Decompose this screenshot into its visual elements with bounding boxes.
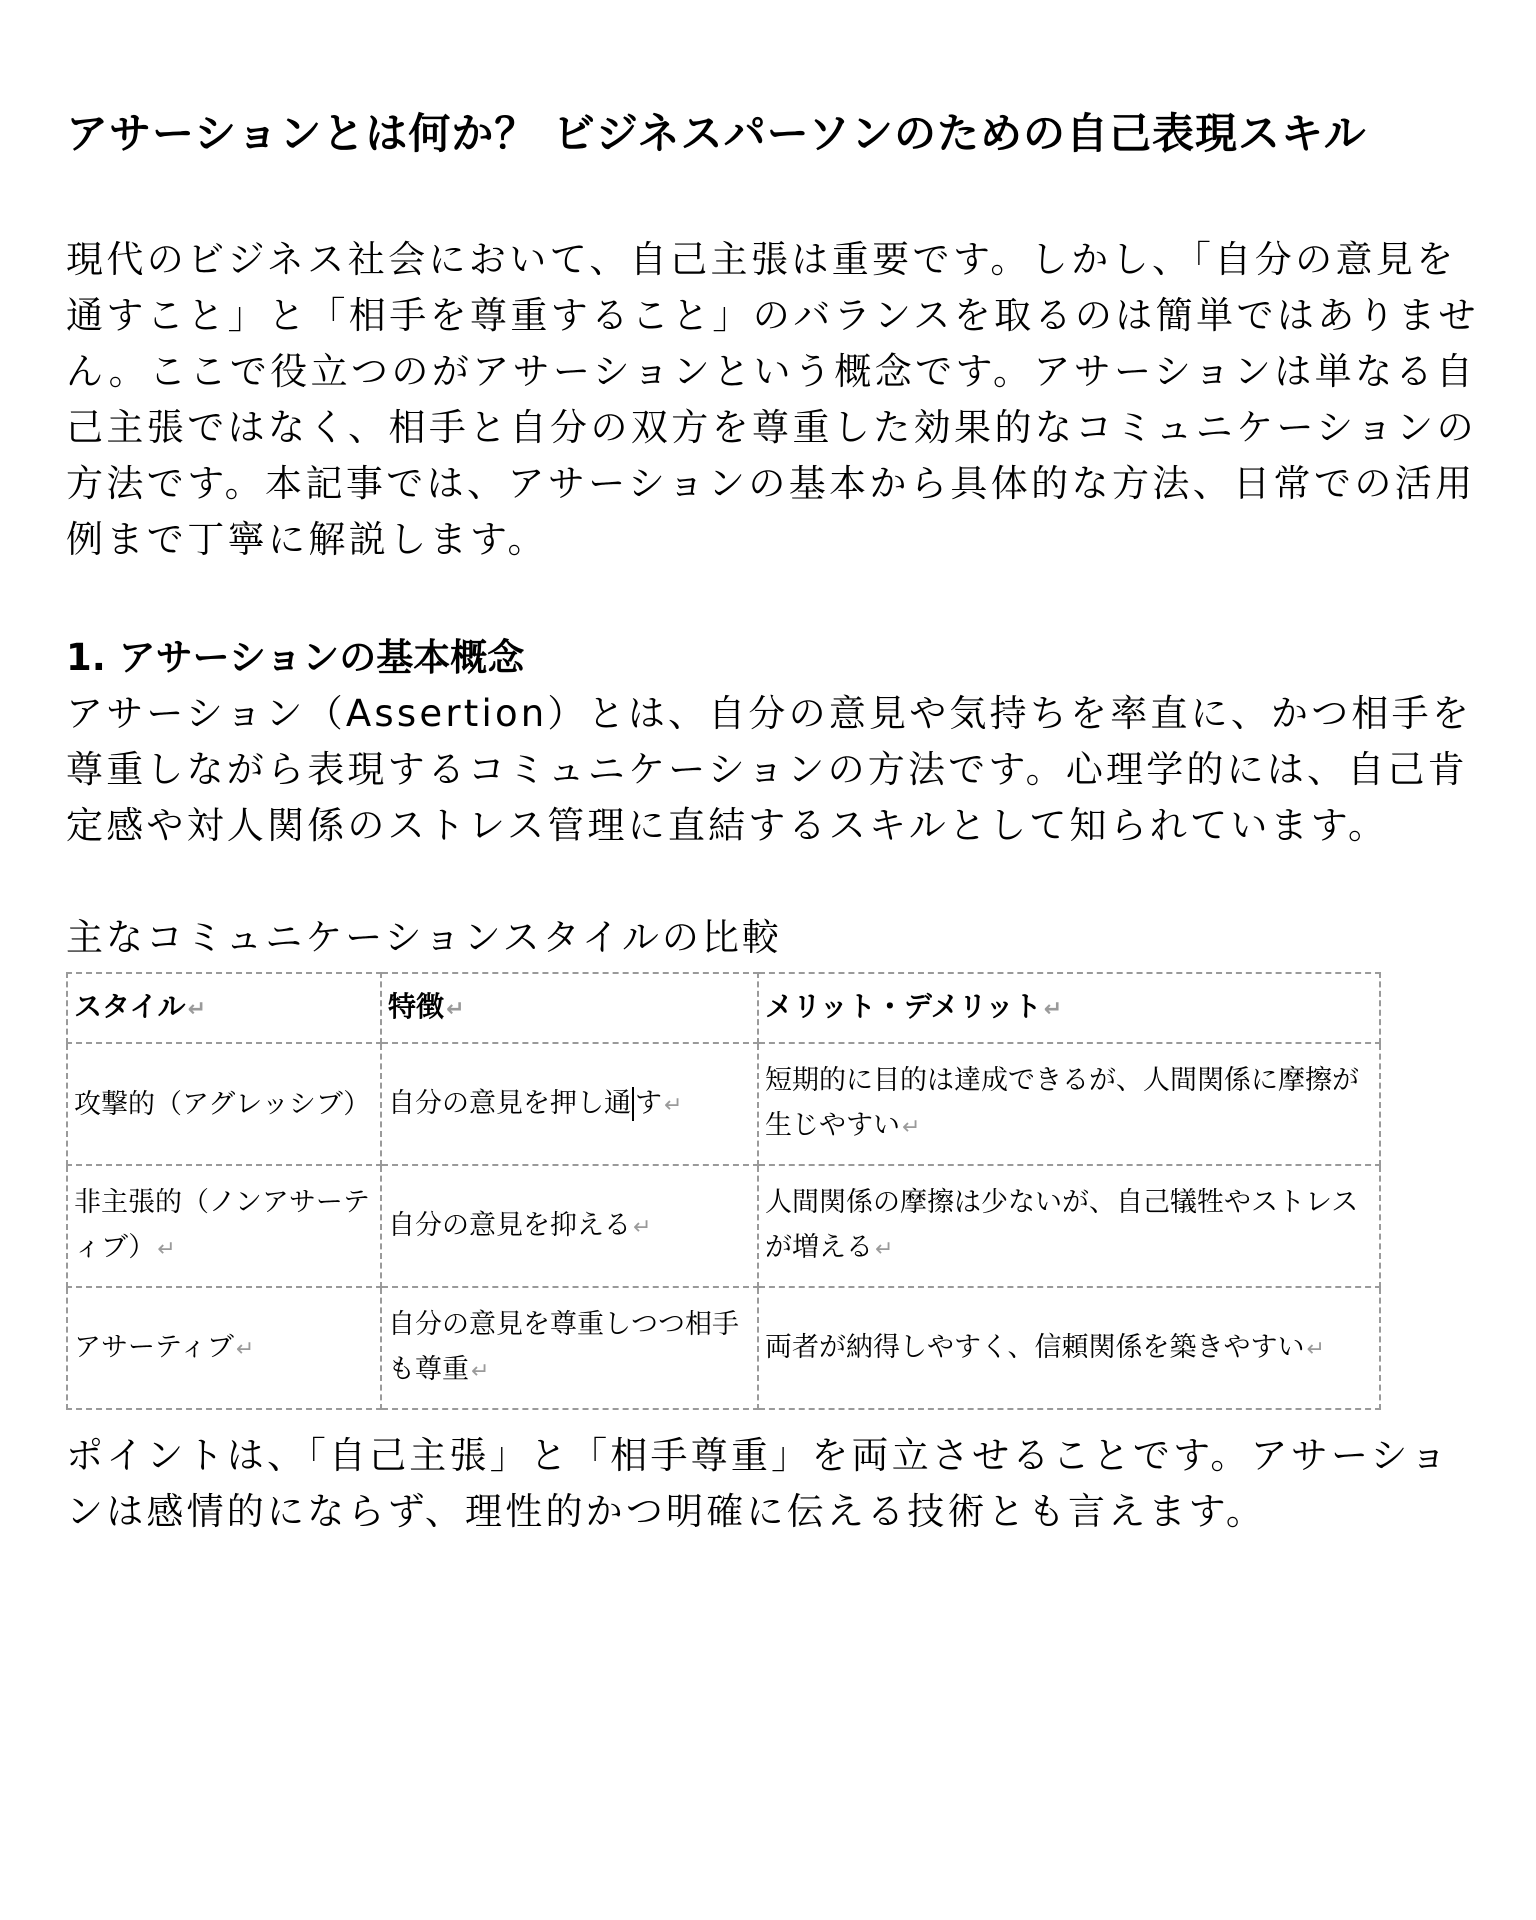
paragraph-mark: ↵ <box>1043 997 1063 1022</box>
closing-paragraph: ポイントは、「自己主張」と「相手尊重」を両立させることです。アサーションは感情的にならず、理性的かつ明確に伝える技術とも言えます。 <box>66 1434 1451 1533</box>
paragraph-mark: ↵ <box>664 1092 683 1118</box>
table-cell-feature[interactable]: 自分の意見を押し通 す↵ <box>381 1043 758 1165</box>
paragraph-mark: ↵ <box>157 1237 176 1262</box>
comparison-table[interactable] <box>66 972 1381 1410</box>
table-cell-style[interactable]: 攻撃的（アグレッシブ） <box>67 1043 381 1165</box>
paragraph-mark: ↵ <box>902 1115 921 1140</box>
table-cell-feature[interactable]: 自分の意見を抑える↵ <box>381 1165 758 1287</box>
table-cell-feature[interactable]: 自分の意見を尊重しつつ相手も尊重↵ <box>381 1287 758 1409</box>
table-cell-style[interactable]: 非主張的（ノンアサーティブ）↵ <box>67 1165 381 1287</box>
section-paragraph: アサーション（Assertion）とは、自分の意見や気持ちを率直に、かつ相手を尊重しながら表現するコミュニケーションの方法です。心理学的には、自己肯定感や対人関係のストレス管理に直結するスキルとして知られています。 <box>66 692 1473 847</box>
section-heading: 1. アサーションの基本概念 <box>66 636 525 679</box>
paragraph-mark: ↵ <box>471 1359 490 1384</box>
paragraph-mark: ↵ <box>875 1237 894 1262</box>
table-cell-merit[interactable]: 人間関係の摩擦は少ないが、自己犠牲やストレスが増える↵ <box>758 1165 1380 1287</box>
table-row <box>67 1287 1380 1409</box>
paragraph-mark: ↵ <box>446 997 465 1022</box>
table-header-cell[interactable]: メリット・デメリット↵ <box>758 973 1380 1043</box>
document-title: アサーションとは何か？ ビジネスパーソンのための自己表現スキル <box>66 109 1367 158</box>
table-cell-style[interactable]: アサーティブ↵ <box>67 1287 381 1409</box>
table-caption: 主なコミュニケーションスタイルの比較 <box>66 916 782 959</box>
text-cursor <box>632 1087 634 1121</box>
paragraph-mark: ↵ <box>633 1214 652 1240</box>
table-header-cell[interactable]: スタイル↵ <box>67 973 381 1043</box>
table-row <box>67 1043 1380 1165</box>
paragraph-mark: ↵ <box>235 1336 255 1362</box>
table-header-row <box>67 973 1380 1043</box>
table-row <box>67 1165 1380 1287</box>
table-cell-merit[interactable]: 短期的に目的は達成できるが、人間関係に摩擦が生じやすい↵ <box>758 1043 1380 1165</box>
paragraph-mark: ↵ <box>1306 1336 1325 1362</box>
table-cell-merit[interactable]: 両者が納得しやすく、信頼関係を築きやすい↵ <box>758 1287 1380 1409</box>
comparison-table-wrap <box>66 972 1379 1410</box>
intro-paragraph: 現代のビジネス社会において、自己主張は重要です。しかし、「自分の意見を通すこと」と「相手を尊重すること」のバランスを取るのは簡単ではありません。ここで役立つのがアサーションという概念です。アサーションは単なる自己主張ではなく、相手と自分の双方を尊重した効果的なコミュニケーションの方法です。本記事では、アサーションの基本から具体的な方法、日常での活用例まで丁寧に解説します。 <box>66 238 1479 561</box>
table-header-cell[interactable]: 特徴↵ <box>381 973 758 1043</box>
paragraph-mark: ↵ <box>187 997 206 1022</box>
